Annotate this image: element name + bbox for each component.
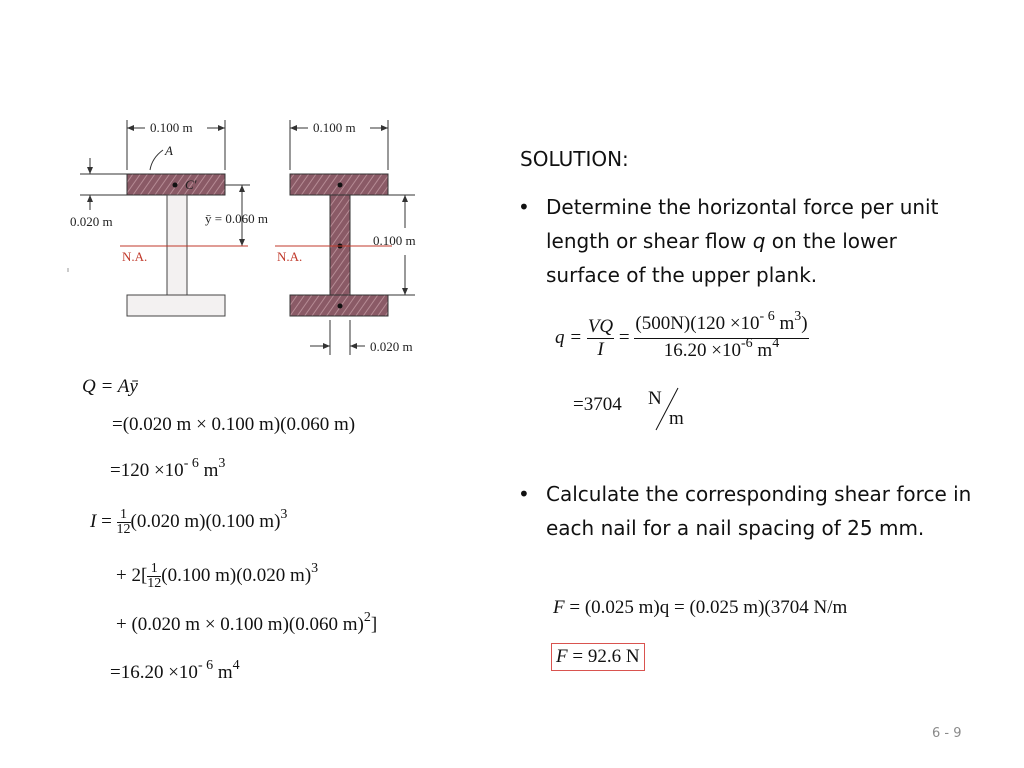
eq-i-line1: I = $\frac{1}{12}$ (0.020 m)(0.100 m)$^3$ [90,506,288,537]
flow-unit-n: N [648,388,662,409]
eq-nail-force: F = (0.025 m)q = (0.025 m)(3704 N/m [553,597,848,618]
point-a-label: A [165,143,173,158]
bullet-1-text: Determine the horizontal force per unit length or shear flow q on the lower surface of the upper plank. [546,195,939,287]
eq-q-definition: Q = Aȳ [82,376,138,397]
centroid-c-label: C′ [185,177,197,192]
eq-shear-flow-result: =3704 [573,394,622,415]
ybar-label: ȳ = 0.060 m [205,211,268,226]
eq-q-result: $=120 \times 10^{- 6}$ $m^3$ [110,456,226,481]
solution-heading: SOLUTION: [520,147,629,171]
na-right-label: N.A. [277,249,303,264]
left-beam-cross-section [127,174,225,316]
answer-box: F = 92.6 N [551,643,645,671]
eq-i-line3: + (0.020 m × 0.100 m)(0.060 m)$^2$] [116,610,378,635]
eq-i-result: $=16.20 \times 10^{- 6}$ $m^4$ [110,658,240,683]
dim-web-width: 0.020 m [370,339,413,354]
eq-q-substitution: =(0.020 m × 0.100 m)(0.060 m) [112,414,356,435]
bullet-dot-1: • [518,195,530,219]
eq-i-line2: + 2[ $\frac{1}{12}$ (0.100 m)(0.020 m)$^3$ [116,560,319,591]
flow-unit-m: m [669,408,684,429]
eq-shear-flow: q = $\frac{VQ}{I}$ = $\frac{(500N)(120 \times 10^{- 6} m^3)}{16.20 \times 10^{-6} m^4}$ [555,309,808,361]
page-number: 6 - 9 [932,726,962,741]
bullet-2-text: Calculate the corresponding shear force in each nail for a nail spacing of 25 mm. [546,482,972,540]
dim-top-width-left: 0.100 m [150,120,193,135]
dim-flange-thickness: 0.020 m [70,214,113,229]
bullet-dot-2: • [518,482,530,506]
na-left-label: N.A. [122,249,148,264]
dim-web-height: 0.100 m [373,233,416,248]
dim-top-width-right: 0.100 m [313,120,356,135]
